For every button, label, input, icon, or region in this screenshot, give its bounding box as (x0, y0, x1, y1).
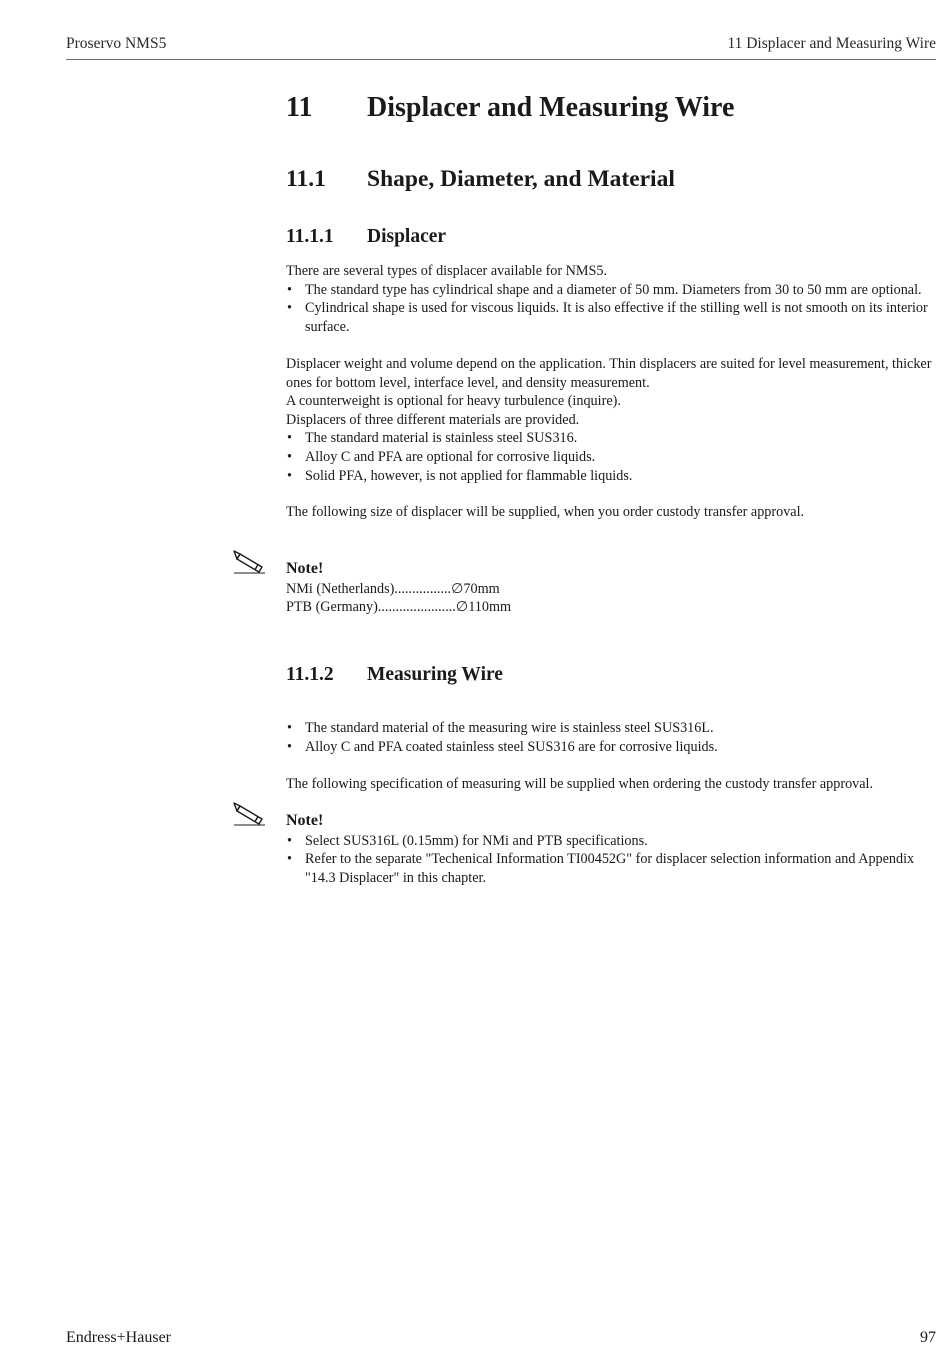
note-nmi-line: NMi (Netherlands)................∅70mm (286, 580, 500, 597)
section-number: 11.1 (286, 166, 326, 192)
pencil-note-icon (232, 800, 268, 828)
list-item-text: The standard material of the measuring wire is stainless steel SUS316L. (305, 720, 714, 736)
materials-paragraph: Displacers of three different materials are provided. (286, 411, 580, 428)
displacer-intro-block (286, 262, 941, 336)
subsection-heading-displacer (286, 226, 446, 248)
measuring-wire-block (286, 719, 941, 756)
list-item (286, 448, 941, 467)
list-item-text: The standard material is stainless steel SUS316. (305, 430, 578, 447)
footer-company: Endress+Hauser (66, 1329, 171, 1346)
displacer-intro: There are several types of displacer available for NMS5. (286, 263, 608, 279)
bullet-glyph: • (287, 448, 292, 465)
subsection-number: 11.1.1 (286, 226, 334, 247)
bullet-glyph: • (287, 300, 292, 317)
weight-volume-paragraph: Displacer weight and volume depend on the application. Thin displacers are suited for level measurement, thicker ones for bottom level, interface level, and density measurement. (286, 356, 932, 391)
bullet-glyph: • (287, 467, 292, 484)
wire-spec-paragraph: The following specification of measuring will be supplied when ordering the custody transfer approval. (286, 776, 874, 792)
note-title: Note! (286, 812, 324, 829)
list-item-text: Alloy C and PFA coated stainless steel SUS316 are for corrosive liquids. (305, 738, 718, 755)
subsection-title: Displacer (367, 226, 447, 247)
list-item (286, 850, 941, 887)
header-chapter-title: 11 Displacer and Measuring Wire (727, 35, 936, 52)
wire-spec-block (286, 775, 941, 794)
subsection-heading-measuring-wire (286, 664, 503, 686)
pencil-note-icon (232, 548, 268, 576)
list-item (286, 429, 941, 448)
list-item-text: Alloy C and PFA are optional for corrosive liquids. (305, 448, 596, 465)
list-item-text: Cylindrical shape is used for viscous liquids. It is also effective if the stilling well is not smooth on its interior surface. (305, 300, 928, 335)
running-header (66, 33, 936, 60)
section-title: Shape, Diameter, and Material (367, 166, 675, 192)
header-product-name: Proservo NMS5 (66, 35, 167, 52)
subsection-number: 11.1.2 (286, 664, 334, 685)
chapter-heading (286, 92, 734, 124)
list-item (286, 719, 941, 738)
chapter-number: 11 (286, 92, 313, 123)
displacer-note-block (286, 560, 941, 617)
bullet-glyph: • (287, 720, 292, 736)
bullet-glyph: • (287, 832, 292, 849)
bullet-glyph: • (287, 430, 292, 447)
list-item-text: The standard type has cylindrical shape and a diameter of 50 mm. Diameters from 30 to 50 mm are optional. (305, 281, 922, 298)
bullet-glyph: • (287, 738, 292, 755)
page-number: 97 (920, 1329, 936, 1346)
chapter-title: Displacer and Measuring Wire (367, 92, 735, 123)
note-title: Note! (286, 560, 324, 577)
list-item (286, 467, 941, 486)
bullet-glyph: • (287, 851, 292, 868)
section-heading (286, 166, 675, 193)
list-item-text: Refer to the separate "Techenical Information TI00452G" for displacer selection information and Appendix "14.3 Displacer" in this chapter. (305, 851, 915, 886)
note-ptb-line: PTB (Germany)......................∅110mm (286, 599, 512, 616)
displacer-material-list (286, 429, 941, 485)
list-item-text: Select SUS316L (0.15mm) for NMi and PTB specifications. (305, 832, 648, 849)
measuring-wire-list (286, 719, 941, 756)
list-item (286, 738, 941, 757)
displacer-shape-list (286, 281, 941, 337)
list-item (286, 281, 941, 300)
wire-note-list (286, 832, 941, 888)
list-item (286, 832, 941, 851)
custody-transfer-block (286, 503, 941, 522)
displacer-material-block (286, 355, 941, 485)
subsection-title: Measuring Wire (367, 664, 503, 685)
bullet-glyph: • (287, 281, 292, 298)
list-item-text: Solid PFA, however, is not applied for flammable liquids. (305, 467, 633, 484)
custody-transfer-paragraph: The following size of displacer will be supplied, when you order custody transfer approval. (286, 504, 805, 520)
wire-note-block (286, 812, 941, 887)
list-item (286, 299, 941, 336)
counterweight-paragraph: A counterweight is optional for heavy turbulence (inquire). (286, 393, 621, 410)
